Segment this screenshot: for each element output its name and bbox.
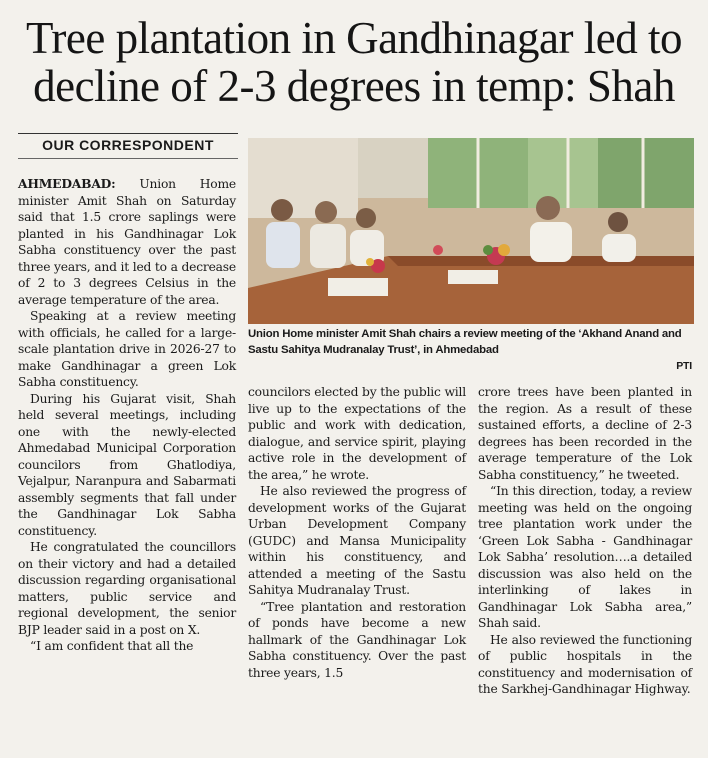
article-paragraph: He congratulated the councillors on their victory and had a detailed discussion regarding organisational matters, public service and regional development, the senior BJP leader said in a post on X.: [18, 540, 236, 637]
caption-text: Union Home minister Amit Shah chairs a review meeting of the ‘Akhand Anand and Sastu Sahitya Mudranalay Trust’, in Ahmedabad: [248, 328, 682, 356]
headline-line-1: Tree plantation in Gandhinagar led to: [26, 13, 682, 63]
article-paragraph: councilors elected by the public will live up to the expectations of the public and work with dedication, dialogue, and service spirit, playing active role in the development of the area,” he wrote.: [248, 385, 466, 482]
article-paragraph: He also reviewed the progress of development works of the Gujarat Urban Development Company (GUDC) and Mansa Municipality within his constituency, and attended a meeting of the Sastu Sahitya Mudranalay Trust.: [248, 484, 466, 597]
meeting-photo-illustration: [248, 138, 694, 324]
dateline: AHMEDABAD:: [18, 176, 116, 191]
news-photo: [248, 138, 694, 324]
article-paragraph: He also reviewed the functioning of public hospitals in the constituency and modernisation of the Sarkhej-Gandhinagar Highway.: [478, 632, 692, 696]
headline-line-2: decline of 2-3 degrees in temp: Shah: [33, 61, 675, 111]
article-paragraph: crore trees have been planted in the region. As a result of these sustained efforts, a decline of 2-3 degrees has been recorded in the average temperature of the Lok Sabha constituency,” he tweeted.: [478, 385, 692, 482]
byline-bottom-rule: [18, 158, 238, 159]
article-paragraph: Speaking at a review meeting with officials, he called for a large-scale plantation drive in 2026-27 to make Gandhinagar a green Lok Sabha constituency.: [18, 309, 236, 389]
byline: OUR CORRESPONDENT: [42, 137, 214, 153]
article-column-1: [18, 176, 236, 655]
article-paragraph: “Tree plantation and restoration of ponds have become a new hallmark of the Gandhinagar Lok Sabha constituency. Over the past three years, 1.5: [248, 599, 466, 680]
paragraph-text: Union Home minister Amit Shah on Saturday said that 1.5 crore saplings were planted in his Gandhinagar Lok Sabha constituency over the past three years, and it led to a decrease of 2 to 3 degrees Celsius in the average temperature of the area.: [18, 177, 236, 307]
article-paragraph: “In this direction, today, a review meeting was held on the ongoing tree plantation work under the ‘Green Lok Sabha - Gandhinagar Lok Sabha’ resolution….a detailed discussion was also held on the interlinking of lakes in Gandhinagar Lok Sabha area,” Shah said.: [478, 484, 692, 630]
photo-credit: PTI: [676, 360, 692, 372]
headline: [0, 14, 708, 110]
article-paragraph: “I am confident that all the: [30, 639, 194, 653]
photo-caption: [248, 326, 694, 378]
article-column-2: [248, 384, 466, 681]
article-paragraph: [18, 176, 236, 308]
article-column-3: [478, 384, 692, 698]
article-paragraph: During his Gujarat visit, Shah held several meetings, including one with the newly-elected Ahmedabad Municipal Corporation councilors from Ghatlodiya, Vejalpur, Naranpura and Sabarmati assembly segments that fall under the Gandhinagar Lok Sabha constituency.: [18, 391, 236, 538]
